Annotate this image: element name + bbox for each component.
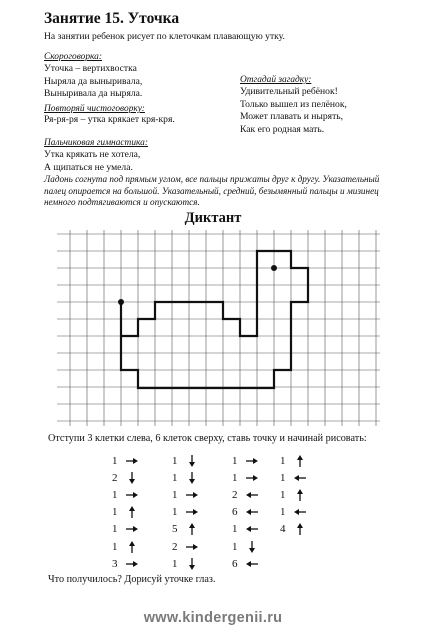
dictation-step: [172, 521, 199, 538]
dictation-step: [172, 504, 199, 521]
arrow-down-icon: [185, 558, 199, 570]
dictation-step: [112, 538, 139, 555]
drawing-grid: [57, 230, 380, 426]
dictation-step: [232, 521, 259, 538]
step-count: 1: [172, 471, 178, 484]
dictation-step: [280, 486, 307, 503]
step-count: 2: [112, 471, 118, 484]
step-count: 1: [280, 506, 286, 519]
step-count: 1: [112, 454, 118, 467]
duck-eye-dot: [271, 265, 277, 271]
step-count: 6: [232, 557, 238, 570]
arrow-up-icon: [185, 523, 199, 535]
dictation-instruction: Отступи 3 клетки слева, 6 клеток сверху, ставь точку и начинай рисовать:: [48, 433, 367, 444]
dictation-step: [280, 521, 307, 538]
step-count: 1: [232, 540, 238, 553]
step-count: 1: [280, 454, 286, 467]
step-count: 1: [112, 506, 118, 519]
dictation-step: [172, 555, 199, 572]
arrow-down-icon: [185, 472, 199, 484]
dictation-step: [172, 486, 199, 503]
dictation-step: [232, 486, 259, 503]
dictation-step: [112, 469, 139, 486]
dictation-step: [112, 452, 139, 469]
riddle-block: [240, 75, 347, 136]
arrow-left-icon: [245, 489, 259, 501]
dictation-step: [112, 486, 139, 503]
step-count: 1: [232, 471, 238, 484]
steps-column-3: [232, 452, 259, 572]
step-count: 2: [172, 540, 178, 553]
arrow-right-icon: [185, 506, 199, 518]
riddle-line: Удивительный ребёнок!: [240, 86, 338, 97]
intro-text: На занятии ребенок рисует по клеточкам плавающую утку.: [44, 31, 285, 42]
step-count: 1: [112, 540, 118, 553]
tongue-twister-block: [44, 52, 142, 101]
dictation-step: [112, 504, 139, 521]
tongue-twister-line: Выныривала да ныряла.: [44, 88, 143, 99]
dictation-step: [232, 469, 259, 486]
dictation-step: [232, 504, 259, 521]
arrow-left-icon: [245, 523, 259, 535]
arrow-left-icon: [245, 506, 259, 518]
dictation-title: Диктант: [184, 210, 242, 226]
dictation-step: [172, 469, 199, 486]
arrow-up-icon: [293, 489, 307, 501]
arrow-right-icon: [125, 558, 139, 570]
site-url[interactable]: www.kindergenii.ru: [143, 610, 283, 626]
step-count: 2: [232, 488, 238, 501]
step-count: 1: [112, 488, 118, 501]
step-count: 1: [232, 523, 238, 536]
dictation-step: [232, 538, 259, 555]
arrow-down-icon: [125, 472, 139, 484]
arrow-down-icon: [185, 455, 199, 467]
step-count: 1: [112, 523, 118, 536]
dictation-step: [232, 452, 259, 469]
finger-gym-block: [44, 138, 384, 209]
step-count: 3: [112, 557, 118, 570]
arrow-right-icon: [125, 455, 139, 467]
step-count: 1: [172, 454, 178, 467]
dictation-step: [112, 521, 139, 538]
step-count: 1: [172, 488, 178, 501]
dictation-step: [280, 504, 307, 521]
step-count: 1: [280, 488, 286, 501]
arrow-right-icon: [125, 523, 139, 535]
arrow-down-icon: [245, 541, 259, 553]
arrow-up-icon: [125, 541, 139, 553]
tongue-twister-line: Ныряла да выныривала,: [44, 75, 143, 87]
arrow-right-icon: [245, 472, 259, 484]
final-question: Что получилось? Дорисуй уточке глаз.: [48, 574, 216, 585]
arrow-right-icon: [185, 541, 199, 553]
finger-gym-instruction: Ладонь согнута под прямым углом, все пальцы прижаты друг к другу. Указательный палец опирается на большой. Указательный, средний, безымянный пальцы и мизинец немного подтягиваются и опускаются.: [44, 174, 380, 207]
tongue-twister-label: Скороговорка:: [44, 52, 102, 62]
dictation-step: [112, 555, 139, 572]
start-point-dot: [118, 299, 124, 305]
arrow-right-icon: [185, 489, 199, 501]
dictation-step: [172, 538, 199, 555]
step-count: 1: [172, 557, 178, 570]
tongue-twister-line: Уточка – вертихвостка: [44, 63, 137, 74]
riddle-line: Может плавать и нырять,: [240, 111, 344, 122]
arrow-up-icon: [293, 455, 307, 467]
step-count: 1: [172, 506, 178, 519]
step-count: 5: [172, 523, 178, 536]
steps-column-1: [112, 452, 139, 572]
chant-line: Ря-ря-ря – утка крякает кря-кря.: [44, 114, 175, 125]
arrow-right-icon: [125, 489, 139, 501]
riddle-line: Как его родная мать.: [240, 123, 325, 135]
chant-label: Повторяй чистоговорку:: [44, 104, 145, 114]
dictation-step: [280, 452, 307, 469]
arrow-right-icon: [245, 455, 259, 467]
arrow-left-icon: [245, 558, 259, 570]
finger-gym-line: А щипаться не умела.: [44, 161, 133, 173]
chant-block: [44, 104, 175, 127]
arrow-left-icon: [293, 506, 307, 518]
dictation-step: [280, 469, 307, 486]
step-count: 6: [232, 506, 238, 519]
dictation-step: [172, 452, 199, 469]
step-count: 4: [280, 523, 286, 536]
steps-column-4: [280, 452, 307, 538]
page-title: Занятие 15. Уточка: [44, 10, 180, 27]
finger-gym-label: Пальчиковая гимнастика:: [44, 138, 148, 148]
duck-outline: [121, 251, 308, 388]
riddle-line: Только вышел из пелёнок,: [240, 98, 347, 110]
arrow-up-icon: [125, 506, 139, 518]
riddle-label: Отгадай загадку:: [240, 75, 312, 85]
step-count: 1: [232, 454, 238, 467]
arrow-up-icon: [293, 523, 307, 535]
arrow-left-icon: [293, 472, 307, 484]
finger-gym-line: Утка крякать не хотела,: [44, 149, 141, 160]
steps-column-2: [172, 452, 199, 572]
step-count: 1: [280, 471, 286, 484]
dictation-step: [232, 555, 259, 572]
